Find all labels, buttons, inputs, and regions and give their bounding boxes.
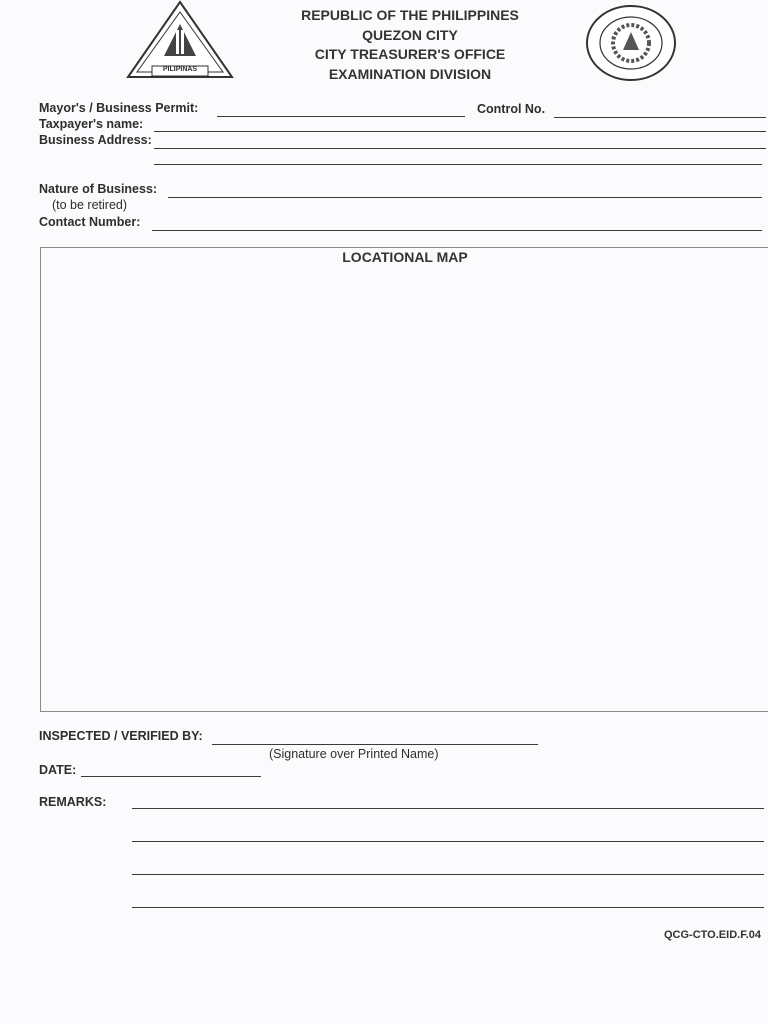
- locational-map-box[interactable]: [40, 247, 768, 712]
- business-address-field-line2[interactable]: [154, 164, 762, 165]
- inspected-verified-label: INSPECTED / VERIFIED BY:: [39, 729, 203, 743]
- business-address-field[interactable]: [154, 148, 766, 149]
- mayors-permit-field[interactable]: [217, 116, 465, 117]
- locational-map-title: LOCATIONAL MAP: [342, 249, 468, 265]
- inspected-verified-field[interactable]: [212, 744, 538, 745]
- remarks-line-4[interactable]: [132, 907, 764, 908]
- remarks-line-1[interactable]: [132, 808, 764, 809]
- mayors-permit-label: Mayor's / Business Permit:: [39, 101, 199, 115]
- nature-of-business-label: Nature of Business:: [39, 182, 158, 196]
- header-republic: REPUBLIC OF THE PHILIPPINES: [301, 7, 519, 23]
- city-treasurer-seal: [586, 4, 676, 82]
- header-city: QUEZON CITY: [362, 26, 458, 43]
- nature-of-business-field[interactable]: [168, 197, 762, 198]
- remarks-line-2[interactable]: [132, 841, 764, 842]
- control-no-label: Control No.: [477, 102, 546, 116]
- form-code: QCG-CTO.EID.F.04: [664, 929, 761, 941]
- contact-number-field[interactable]: [152, 230, 762, 231]
- signature-note: (Signature over Printed Name): [269, 747, 439, 761]
- nature-note: (to be retired): [52, 198, 128, 212]
- taxpayer-name-label: Taxpayer's name:: [39, 117, 144, 131]
- date-label: DATE:: [39, 763, 77, 777]
- remarks-label: REMARKS:: [39, 795, 107, 809]
- remarks-line-3[interactable]: [132, 874, 764, 875]
- document-header: [250, 6, 570, 84]
- seal-bottom-text: PILIPINAS: [162, 66, 198, 73]
- header-division: EXAMINATION DIVISION: [328, 65, 492, 82]
- header-office: CITY TREASURER'S OFFICE: [314, 46, 506, 62]
- contact-number-label: Contact Number:: [39, 215, 141, 229]
- taxpayer-name-field[interactable]: [154, 131, 766, 132]
- business-address-label: Business Address:: [39, 133, 152, 147]
- date-field[interactable]: [81, 776, 261, 777]
- control-no-field[interactable]: [554, 117, 766, 118]
